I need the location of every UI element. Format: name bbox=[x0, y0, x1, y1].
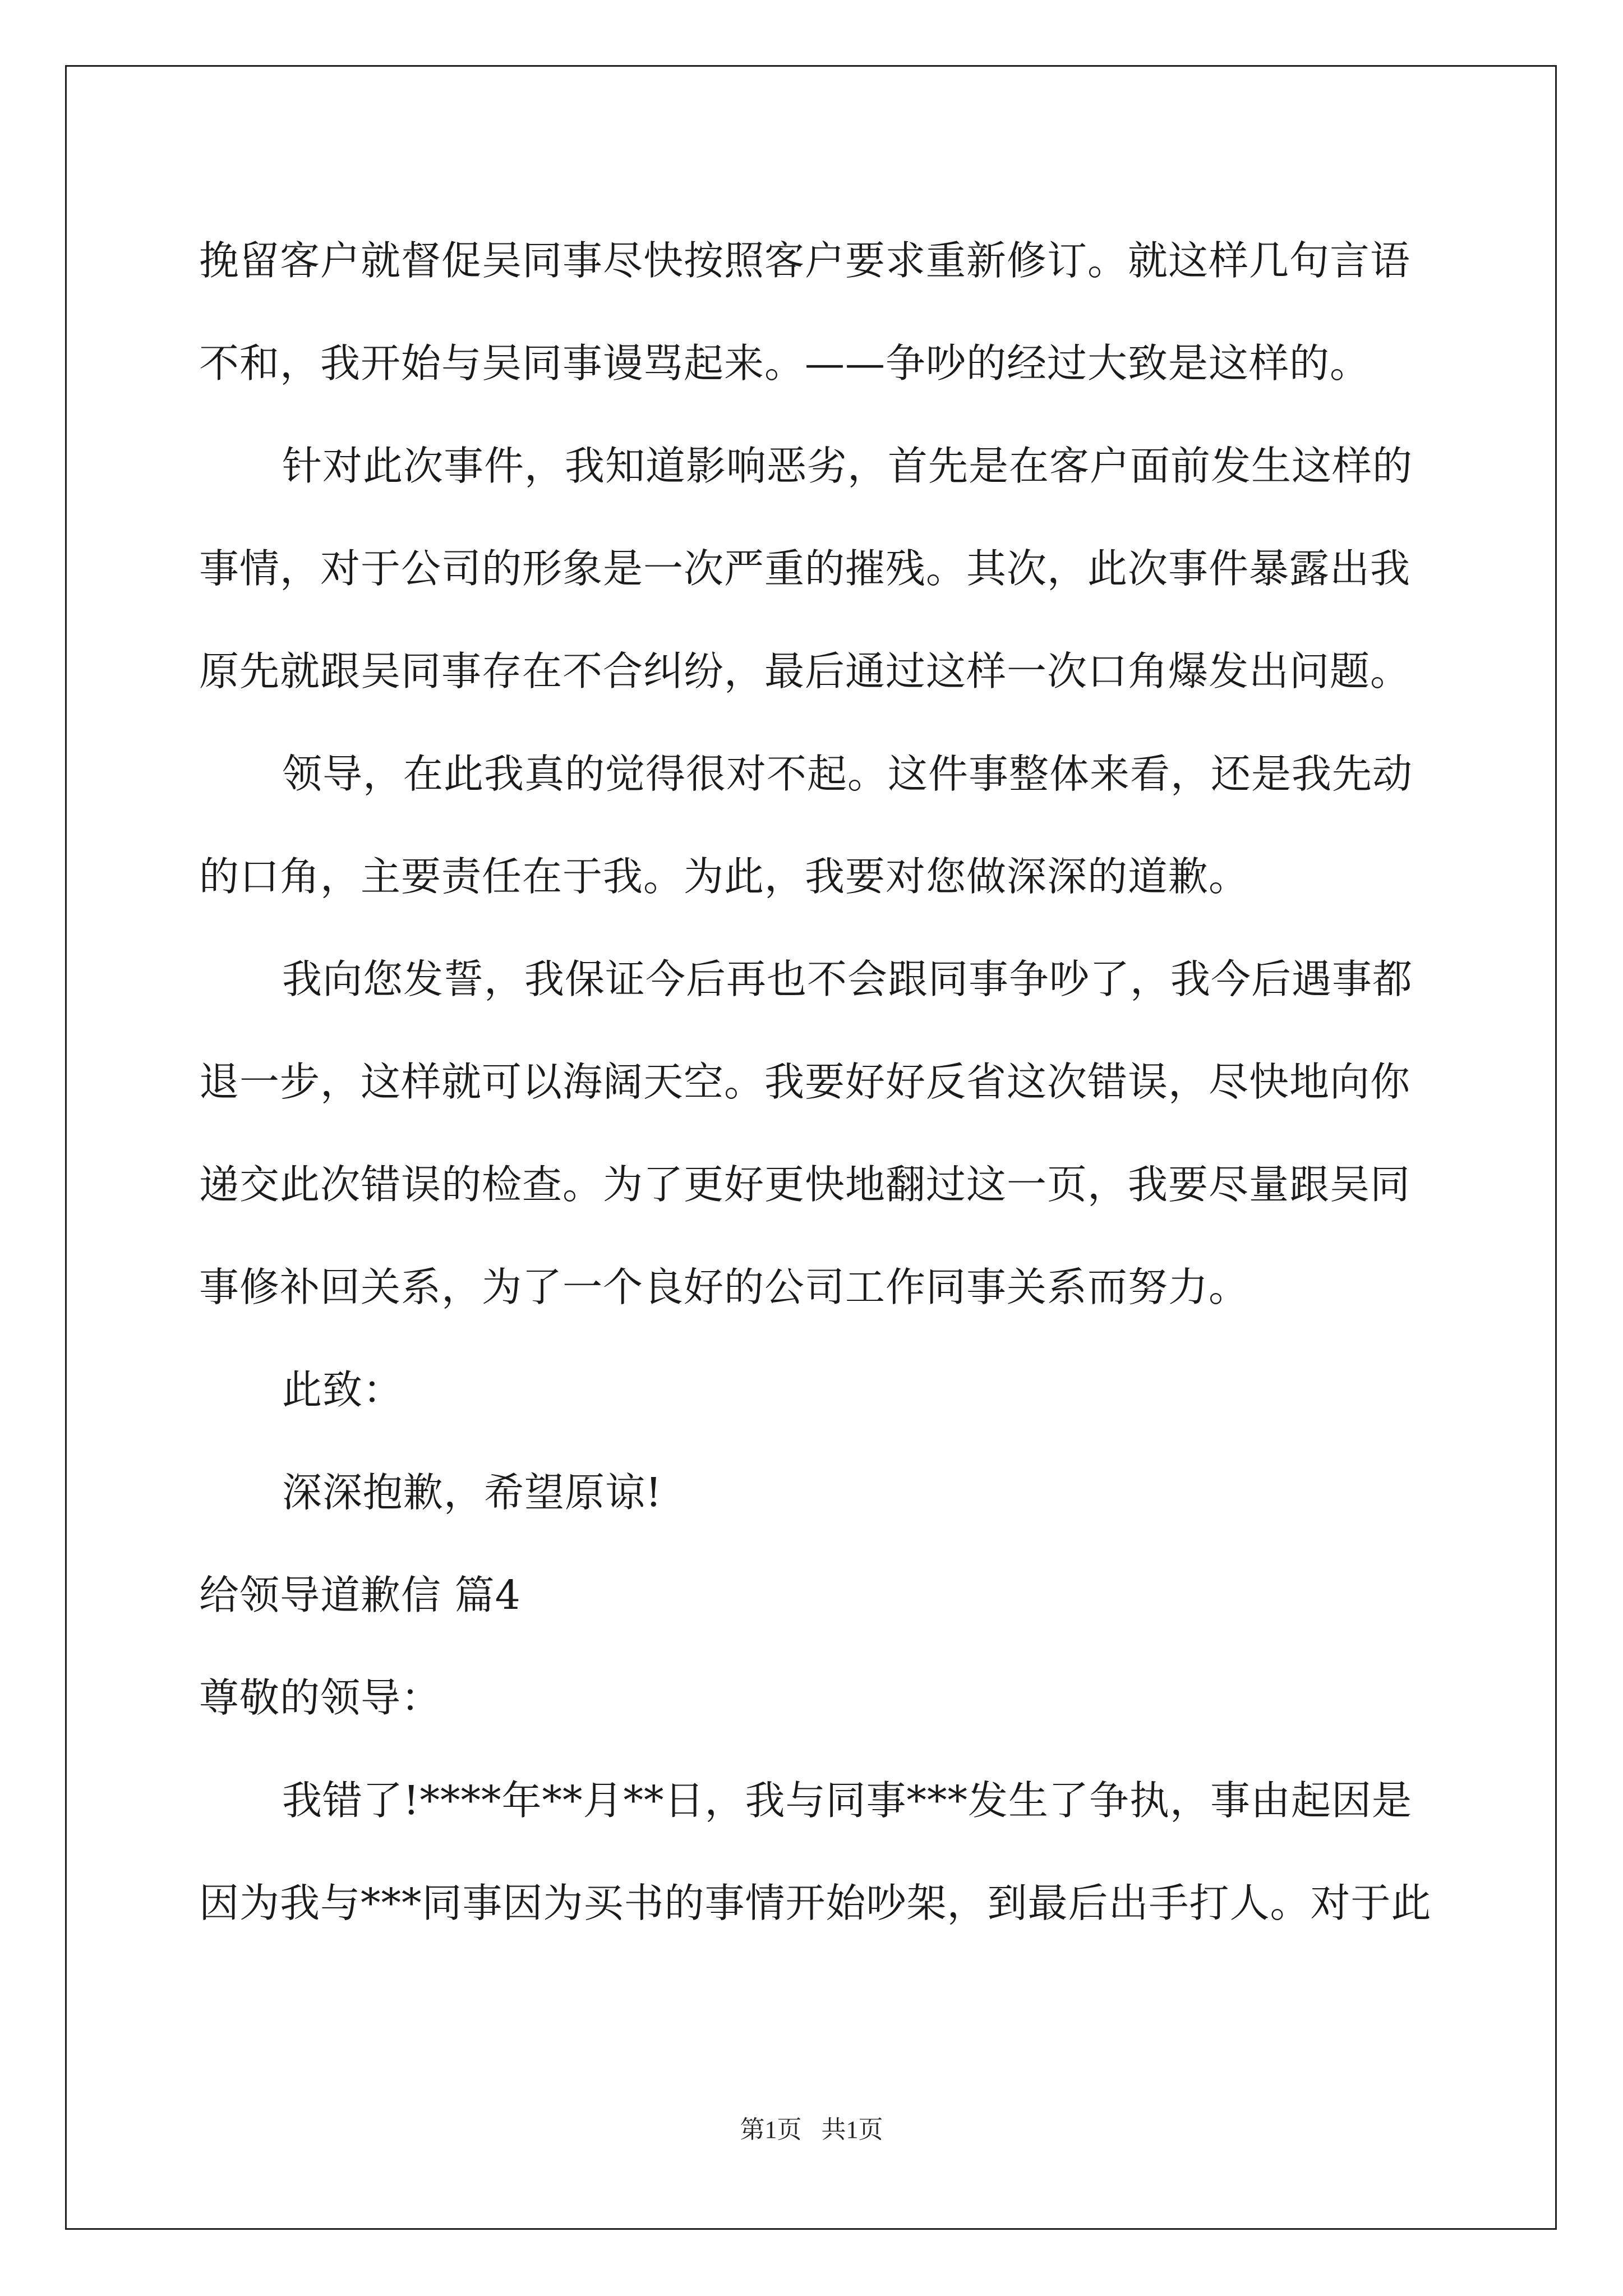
text-line: 递交此次错误的检查。为了更好更快地翻过这一页，我要尽量跟吴同 bbox=[199, 1161, 1411, 1208]
closing-line: 深深抱歉，希望原谅! bbox=[282, 1469, 662, 1516]
document-body bbox=[199, 209, 1433, 1954]
section-heading: 给领导道歉信 篇4 bbox=[199, 1572, 521, 1618]
text-line: 原先就跟吴同事存在不合纠纷，最后通过这样一次口角爆发出问题。 bbox=[199, 648, 1411, 694]
text-line: 的口角，主要责任在于我。为此，我要对您做深深的道歉。 bbox=[199, 853, 1249, 900]
page-number-current: 第1页 bbox=[740, 2116, 802, 2143]
text-line: 挽留客户就督促吴同事尽快按照客户要求重新修订。就这样几句言语 bbox=[199, 237, 1411, 284]
paragraph-start-line: 我向您发誓，我保证今后再也不会跟同事争吵了，我今后遇事都 bbox=[282, 956, 1413, 1002]
text-line: 事情，对于公司的形象是一次严重的摧残。其次，此次事件暴露出我 bbox=[199, 545, 1411, 592]
closing-line: 此致： bbox=[282, 1366, 404, 1413]
paragraph-start-line: 我错了!****年**月**日，我与同事***发生了争执，事由起因是 bbox=[282, 1777, 1413, 1824]
page-number-total: 共1页 bbox=[821, 2116, 883, 2143]
page-footer bbox=[0, 2109, 1623, 2145]
text-line: 事修补回关系，为了一个良好的公司工作同事关系而努力。 bbox=[199, 1264, 1249, 1310]
paragraph-start-line: 领导，在此我真的觉得很对不起。这件事整体来看，还是我先动 bbox=[282, 751, 1413, 797]
text-line: 退一步，这样就可以海阔天空。我要好好反省这次错误，尽快地向你 bbox=[199, 1059, 1411, 1105]
paragraph-start-line: 针对此次事件，我知道影响恶劣，首先是在客户面前发生这样的 bbox=[282, 443, 1413, 489]
salutation: 尊敬的领导： bbox=[199, 1674, 442, 1721]
text-line: 不和，我开始与吴同事谩骂起来。——争吵的经过大致是这样的。 bbox=[199, 340, 1371, 386]
text-line: 因为我与***同事因为买书的事情开始吵架，到最后出手打人。对于此 bbox=[199, 1880, 1432, 1926]
